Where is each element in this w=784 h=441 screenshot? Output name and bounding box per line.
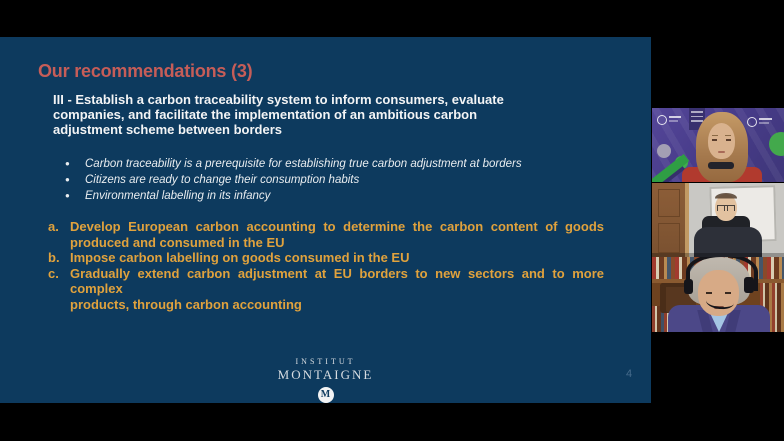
- bullet-dot-icon: ●: [65, 191, 70, 200]
- bullet-dot-icon: ●: [65, 175, 70, 184]
- recommendation-item-b: [48, 250, 604, 266]
- door-panel: [658, 223, 680, 253]
- heading-line-3: adjustment scheme between borders: [53, 122, 283, 137]
- woman-headset-mic: [708, 162, 734, 169]
- glasses: [717, 205, 735, 211]
- man-hair: [715, 193, 737, 203]
- item-line: Impose carbon labelling on goods consumed in the EU: [70, 250, 410, 265]
- item-label: a.: [48, 219, 59, 234]
- headset-earcup: [744, 277, 754, 293]
- recommendation-item-a: [48, 219, 604, 250]
- wooden-door: [652, 183, 688, 257]
- institut-montaigne-logo: [0, 357, 651, 403]
- backdrop-logo-text: [759, 118, 772, 120]
- bullet-item: [65, 188, 585, 204]
- slide-heading: [53, 92, 573, 137]
- logo-text-montaigne: MONTAIGNE: [277, 367, 374, 382]
- bullet-text: Environmental labelling in its infancy: [85, 190, 271, 202]
- page-title: Our recommendations (3): [38, 61, 253, 81]
- logo-text-institut: INSTITUT: [295, 357, 356, 366]
- door-panel: [658, 189, 680, 217]
- participant-tile-man-headset[interactable]: [652, 257, 784, 332]
- item-line: Gradually extend carbon adjustment at EU borders to new sectors and to more complex: [70, 265, 604, 296]
- bullet-text: Carbon traceability is a prerequisite for establishing true carbon adjustment at borders: [85, 158, 522, 170]
- bullet-item: [65, 156, 585, 172]
- face-detail: [712, 135, 718, 136]
- face-detail: [712, 139, 717, 141]
- participant-tile-man-glasses[interactable]: [652, 183, 784, 257]
- backdrop-ring-logo-icon: [747, 117, 757, 127]
- backdrop-logo-text: [669, 116, 681, 118]
- item-label: c.: [48, 265, 59, 281]
- participant-tile-woman-red-top[interactable]: [652, 108, 784, 182]
- face-detail: [718, 151, 725, 153]
- bullet-item: [65, 172, 585, 188]
- backdrop-ring-logo-icon: [657, 115, 667, 125]
- logo-monogram-icon: M: [318, 387, 334, 403]
- page-number: 4: [626, 368, 633, 380]
- item-label: b.: [48, 250, 60, 265]
- item-line: produced and consumed in the EU: [70, 234, 285, 250]
- woman-face: [708, 123, 735, 159]
- headset-earcup: [684, 279, 693, 294]
- backdrop-logo-text: [669, 120, 678, 122]
- heading-line-2: companies, and facilitate the implementation of an ambitious carbon: [53, 107, 478, 122]
- recommendation-item-c: [48, 266, 604, 313]
- backdrop-logo-text: [759, 122, 769, 124]
- face-detail: [726, 139, 731, 141]
- backdrop-gray-circle: [657, 144, 671, 158]
- face-detail: [725, 292, 731, 294]
- recommendation-list: [48, 219, 604, 312]
- door-frame: [685, 183, 689, 257]
- item-line: products, through carbon accounting: [70, 296, 302, 312]
- item-line: Develop European carbon accounting to determine the carbon content of goods: [70, 219, 604, 234]
- bullet-text: Citizens are ready to change their consumption habits: [85, 174, 360, 186]
- shared-slide: [0, 37, 651, 403]
- face-detail: [725, 135, 731, 136]
- heading-line-1: III - Establish a carbon traceability system to inform consumers, evaluate: [53, 92, 504, 107]
- bullet-dot-icon: ●: [65, 159, 70, 168]
- bullet-list: [65, 156, 585, 204]
